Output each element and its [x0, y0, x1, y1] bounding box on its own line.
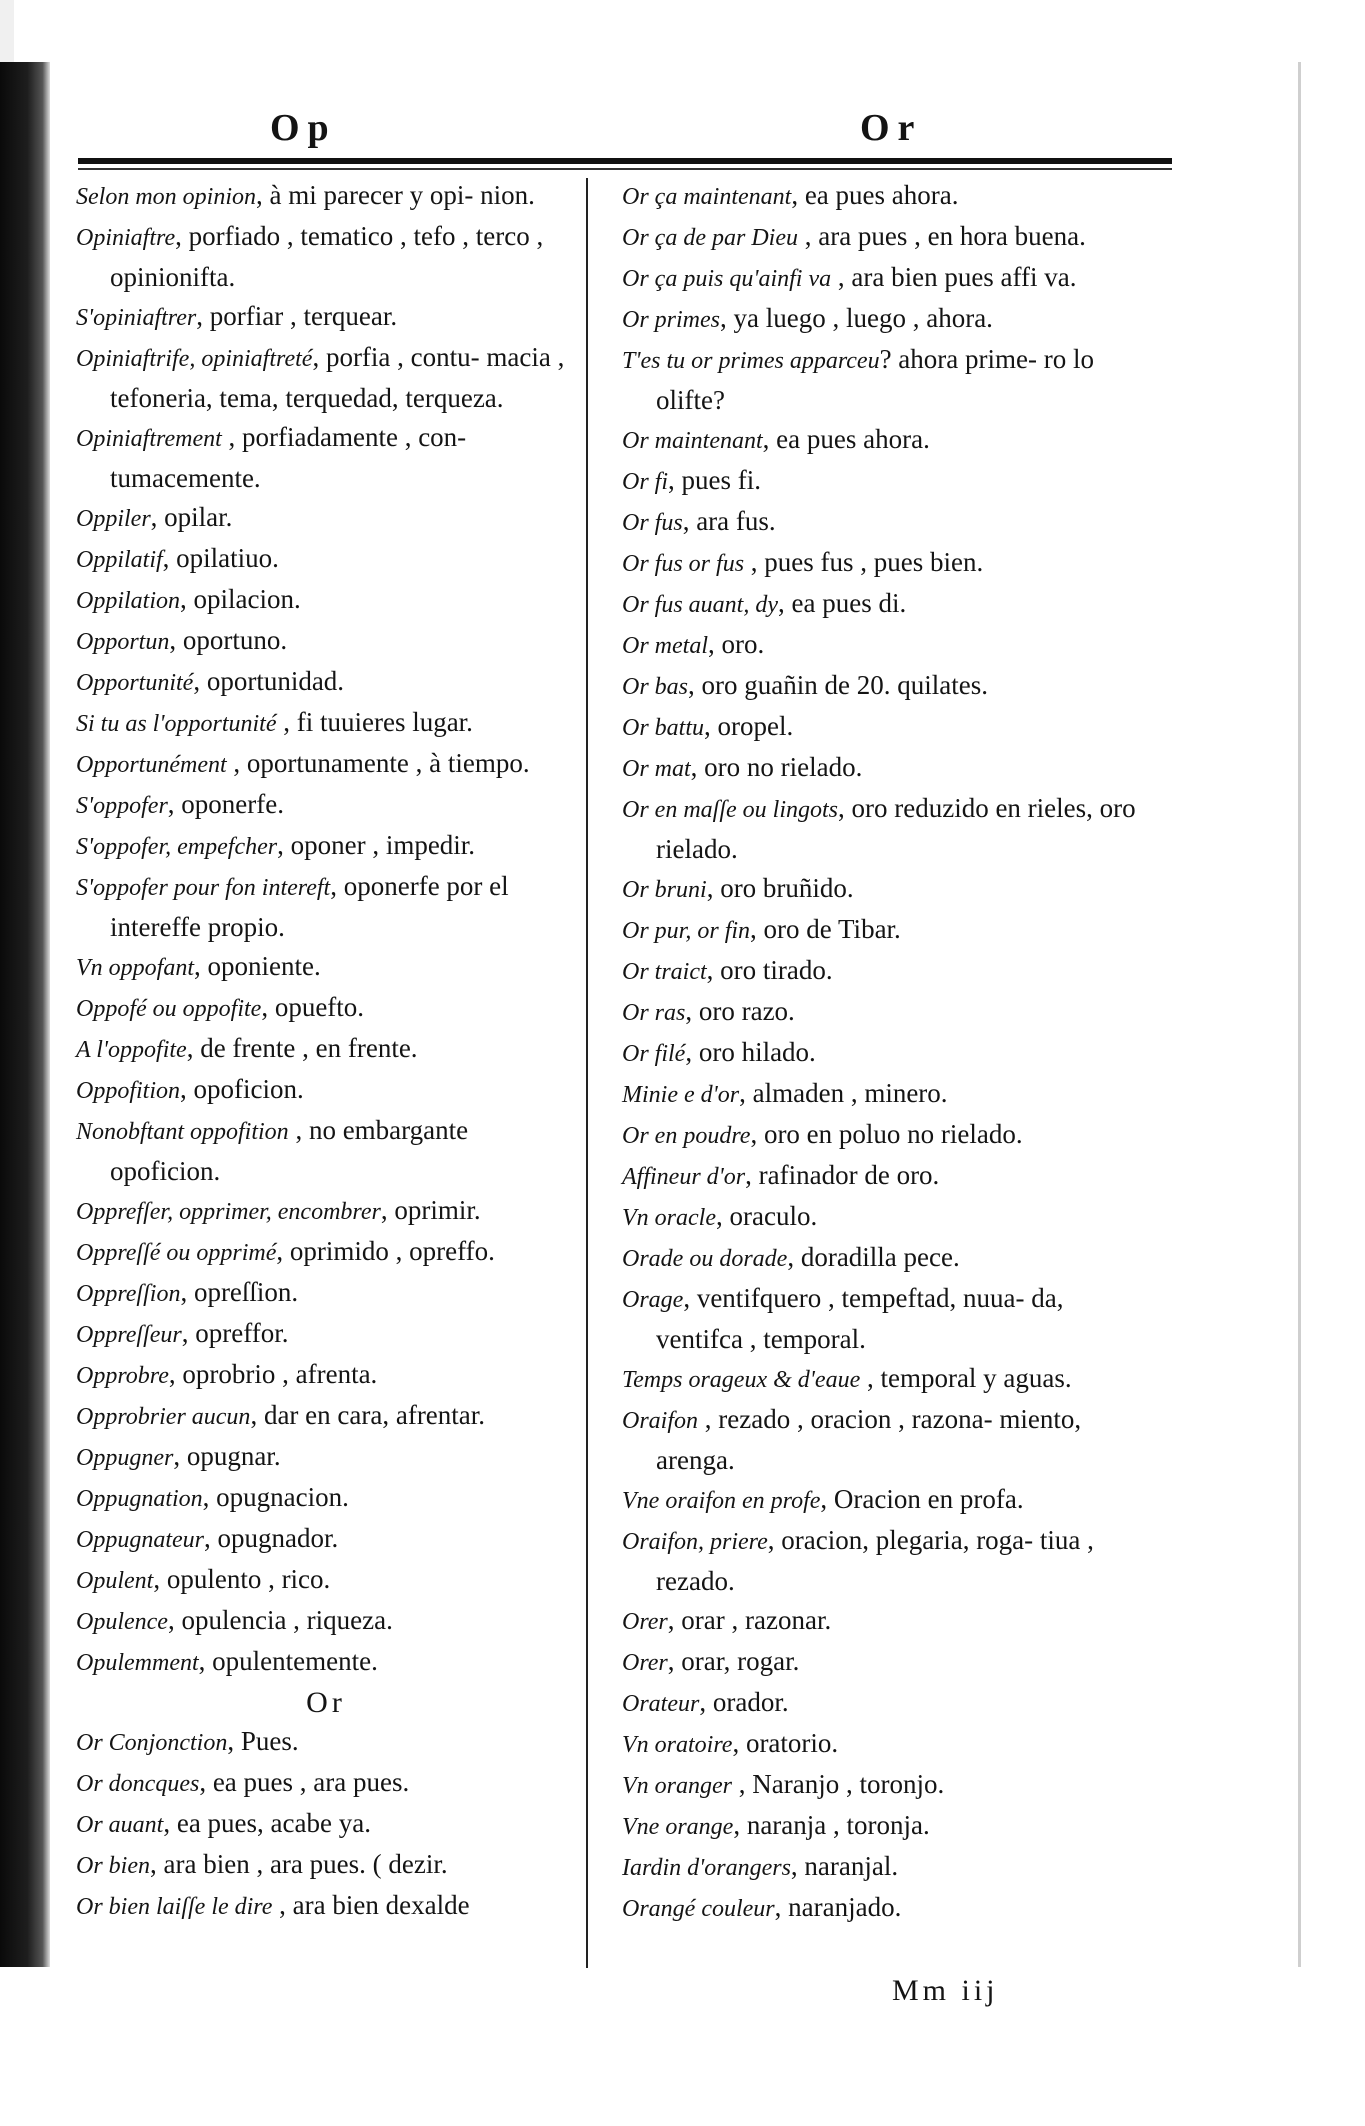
entry-headword: S'opiniaftrer: [76, 305, 197, 331]
entry-headword: Or maintenant: [622, 428, 763, 454]
entry-headword: Or fi: [622, 469, 669, 495]
dictionary-entry: [76, 744, 576, 785]
dictionary-entry: [76, 867, 576, 947]
dictionary-entry: [622, 1521, 1142, 1601]
entry-headword: Orer: [622, 1609, 668, 1635]
entry-headword: Oppofé ou oppofite: [76, 996, 262, 1022]
entry-headword: Orer: [622, 1650, 668, 1676]
dictionary-page: [62, 96, 1152, 2007]
entry-translation: , oro razo.: [685, 996, 795, 1026]
entry-translation: , opugnador.: [204, 1523, 339, 1553]
entry-translation: , porfia , contu- macia , tefoneria, tema, terquedad, terqueza.: [110, 342, 565, 413]
entry-translation: , de frente , en frente.: [186, 1033, 418, 1063]
dictionary-entry: [622, 1197, 1142, 1238]
dictionary-entry: [622, 340, 1142, 420]
dictionary-entry: [622, 1033, 1142, 1074]
entry-translation: , oro en poluo no rielado.: [750, 1119, 1023, 1149]
entry-headword: Affineur d'or: [622, 1164, 746, 1190]
entry-headword: Oppreſſeur: [76, 1322, 182, 1348]
entry-headword: Iardin d'orangers: [622, 1855, 791, 1881]
entry-translation: , oponerfe.: [167, 789, 284, 819]
entry-translation: , orar, rogar.: [667, 1646, 800, 1676]
entry-headword: Or traict: [622, 959, 707, 985]
entry-headword: Vn oranger: [622, 1773, 732, 1799]
dictionary-entry: [622, 1238, 1142, 1279]
book-spine-shadow: [0, 62, 50, 1967]
entry-translation: , orador.: [699, 1687, 789, 1717]
entry-headword: Or metal: [622, 633, 708, 659]
entry-headword: Oppugnateur: [76, 1527, 204, 1553]
dictionary-entry: [76, 1519, 576, 1560]
entry-headword: Or bas: [622, 674, 689, 700]
dictionary-entry: [622, 869, 1142, 910]
dictionary-entry: [76, 1232, 576, 1273]
entry-translation: , almaden , minero.: [739, 1078, 948, 1108]
dictionary-entry: [622, 1765, 1142, 1806]
running-head-right: Or: [860, 107, 923, 149]
entry-translation: , dar en cara, afrentar.: [250, 1400, 486, 1430]
dictionary-entry: [76, 1642, 576, 1683]
entry-translation: , no embargante opoficion.: [110, 1115, 469, 1186]
entry-translation: , oratorio.: [732, 1728, 839, 1758]
entry-translation: , rezado , oracion , razona- miento, arenga.: [656, 1404, 1082, 1475]
entry-translation: , oro bruñido.: [706, 873, 854, 903]
entry-translation: , orar , razonar.: [667, 1605, 832, 1635]
entry-translation: , opulentemente.: [198, 1646, 378, 1676]
entry-headword: Or ça de par Dieu: [622, 225, 798, 251]
entry-translation: , opilacion.: [180, 584, 301, 614]
dictionary-entry: [622, 666, 1142, 707]
dictionary-entry: [76, 1029, 576, 1070]
entry-headword: Or primes: [622, 307, 721, 333]
entry-translation: , porfiar , terquear.: [196, 301, 398, 331]
page-margin: [0, 0, 14, 62]
entry-headword: Or Conjonction: [76, 1730, 228, 1756]
entry-headword: Or filé: [622, 1041, 686, 1067]
entry-translation: , oro reduzido en rieles, oro rielado.: [656, 793, 1136, 864]
entry-translation: , ea pues , ara pues.: [199, 1767, 410, 1797]
dictionary-entry: [622, 1359, 1142, 1400]
entry-headword: Or fus auant, dy: [622, 592, 778, 618]
entry-translation: , opreffor.: [181, 1318, 289, 1348]
entry-headword: Opportunément: [76, 752, 227, 778]
entry-translation: , ea pues ahora.: [791, 180, 959, 210]
entry-headword: Oppilatif: [76, 547, 163, 573]
entry-translation: , opilatiuo.: [162, 543, 279, 573]
dictionary-entry: [76, 1560, 576, 1601]
entry-translation: , opugnar.: [173, 1441, 281, 1471]
dictionary-entry: [76, 338, 576, 418]
dictionary-entry: [76, 1070, 576, 1111]
dictionary-entry: [76, 217, 576, 297]
entry-translation: , doradilla pece.: [787, 1242, 960, 1272]
dictionary-entry: [622, 1806, 1142, 1847]
entry-translation: , opulencia , riqueza.: [167, 1605, 393, 1635]
entry-translation: , ya luego , luego , ahora.: [720, 303, 993, 333]
entry-translation: , oponiente.: [194, 951, 321, 981]
dictionary-entry: [76, 1845, 576, 1886]
entry-translation: , oro guañin de 20. quilates.: [688, 670, 988, 700]
entry-headword: Or bien laiſſe le dire: [76, 1894, 273, 1920]
entry-translation: , oprimido , opreffo.: [276, 1236, 495, 1266]
dictionary-entry: [622, 625, 1142, 666]
entry-headword: Oppiler: [76, 506, 151, 532]
entry-headword: Vne orange: [622, 1814, 734, 1840]
entry-translation: , pues fus , pues bien.: [744, 547, 984, 577]
dictionary-entry: [76, 176, 576, 217]
entry-headword: Opportunité: [76, 670, 194, 696]
entry-headword: Orateur: [622, 1691, 700, 1717]
entry-headword: Or battu: [622, 715, 705, 741]
entry-translation: , oprobrio , afrenta.: [168, 1359, 378, 1389]
dictionary-entry: [622, 1074, 1142, 1115]
entry-headword: A l'oppofite: [76, 1037, 187, 1063]
entry-translation: , oraculo.: [715, 1201, 818, 1231]
dictionary-entry: [622, 951, 1142, 992]
entry-translation: , ea pues di.: [778, 588, 907, 618]
entry-translation: , ara bien , ara pues. ( dezir.: [150, 1849, 448, 1879]
dictionary-entry: [76, 1355, 576, 1396]
dictionary-entry: [76, 947, 576, 988]
entry-headword: Or fus or fus: [622, 551, 745, 577]
dictionary-entry: [76, 1314, 576, 1355]
entry-translation: , oracion, plegaria, roga- tiua , rezado.: [656, 1525, 1094, 1596]
entry-translation: ? ahora prime- ro lo olifte?: [656, 344, 1094, 415]
entry-headword: S'oppofer, empefcher: [76, 834, 278, 860]
dictionary-entry: [76, 785, 576, 826]
dictionary-entry: [76, 297, 576, 338]
entry-translation: , oportuno.: [169, 625, 288, 655]
dictionary-entry: [622, 910, 1142, 951]
dictionary-entry: [76, 1396, 576, 1437]
entry-translation: , Naranjo , toronjo.: [732, 1769, 945, 1799]
entry-translation: , ea pues, acabe ya.: [163, 1808, 371, 1838]
dictionary-entry: [76, 1722, 576, 1763]
dictionary-entry: [622, 1400, 1142, 1480]
entry-headword: Or auant: [76, 1812, 164, 1838]
entry-translation: , opuefto.: [261, 992, 365, 1022]
dictionary-entry: [622, 789, 1142, 869]
entry-headword: Oraifon: [622, 1408, 699, 1434]
entry-headword: Opulemment: [76, 1650, 199, 1676]
entry-headword: Or mat: [622, 756, 691, 782]
entry-headword: Nonobftant oppofition: [76, 1119, 289, 1145]
entry-headword: Opiniaftrement: [76, 426, 222, 452]
dictionary-entry: [622, 502, 1142, 543]
dictionary-entry: [622, 1115, 1142, 1156]
entry-translation: , oro tirado.: [706, 955, 833, 985]
entry-headword: Opprobrier aucun: [76, 1404, 251, 1430]
dictionary-entry: [76, 662, 576, 703]
page-edge: [1298, 62, 1301, 1967]
dictionary-entry: [76, 1478, 576, 1519]
dictionary-entry: [76, 1273, 576, 1314]
entry-translation: , opilar.: [150, 502, 233, 532]
dictionary-entry: [76, 988, 576, 1029]
entry-translation: , ara pues , en hora buena.: [797, 221, 1086, 251]
entry-translation: , oponer , impedir.: [277, 830, 476, 860]
dictionary-entry: [622, 1279, 1142, 1359]
entry-headword: Oppugnation: [76, 1486, 203, 1512]
dictionary-entry: [76, 1601, 576, 1642]
entry-headword: Or bruni: [622, 877, 707, 903]
entry-headword: Or en maſſe ou lingots: [622, 797, 838, 823]
dictionary-entry: [76, 826, 576, 867]
entry-translation: , oro no rielado.: [690, 752, 863, 782]
entry-headword: Minie e d'or: [622, 1082, 740, 1108]
header-rule: [78, 158, 1172, 164]
entry-headword: Opiniaftrife, opiniaftreté: [76, 346, 313, 372]
entry-translation: , oportunidad.: [193, 666, 345, 696]
entry-translation: , fi tuuieres lugar.: [276, 707, 473, 737]
entry-translation: , ara fus.: [682, 506, 776, 536]
entry-headword: Or fus: [622, 510, 683, 536]
dictionary-entry: [622, 1156, 1142, 1197]
entry-translation: , oprimir.: [380, 1195, 481, 1225]
dictionary-entry: [76, 621, 576, 662]
entry-headword: Opulence: [76, 1609, 168, 1635]
entry-translation: , porfiadamente , con- tumacemente.: [110, 422, 467, 493]
dictionary-entry: [76, 539, 576, 580]
entry-headword: Opiniaftre: [76, 225, 176, 251]
dictionary-entry: [622, 461, 1142, 502]
dictionary-entry: [76, 703, 576, 744]
dictionary-entry: [76, 1111, 576, 1191]
entry-headword: Or pur, or fin: [622, 918, 751, 944]
dictionary-entry: [76, 1804, 576, 1845]
entry-headword: Oppugner: [76, 1445, 174, 1471]
entry-headword: Si tu as l'opportunité: [76, 711, 277, 737]
entry-translation: , naranjal.: [790, 1851, 899, 1881]
entry-headword: Opprobre: [76, 1363, 169, 1389]
entry-translation: , Oracion en profa.: [820, 1484, 1024, 1514]
dictionary-entry: [622, 258, 1142, 299]
entry-headword: Orage: [622, 1287, 684, 1313]
entry-translation: , naranjado.: [774, 1892, 902, 1922]
dictionary-entry: [76, 418, 576, 498]
entry-translation: , oportunamente , à tiempo.: [226, 748, 530, 778]
entry-translation: , opulento , rico.: [153, 1564, 331, 1594]
entry-headword: Vn oratoire: [622, 1732, 733, 1758]
entry-headword: Oppreſſé ou opprimé: [76, 1240, 277, 1266]
entry-headword: Oppreſſion: [76, 1281, 181, 1307]
entry-translation: , naranja , toronja.: [733, 1810, 930, 1840]
dictionary-entry: [622, 543, 1142, 584]
dictionary-entry: [622, 1683, 1142, 1724]
dictionary-entry: [622, 420, 1142, 461]
entry-headword: Or ça maintenant: [622, 184, 792, 210]
dictionary-entry: [76, 1437, 576, 1478]
left-column: [76, 176, 576, 1927]
entry-headword: Or en poudre: [622, 1123, 751, 1149]
entry-headword: Vn oppofant: [76, 955, 194, 981]
entry-headword: Selon mon opinion: [76, 184, 256, 210]
signature-mark: Mm iij: [892, 1974, 999, 2007]
entry-headword: Orade ou dorade: [622, 1246, 788, 1272]
entry-translation: , opugnacion.: [202, 1482, 349, 1512]
entry-headword: Oppilation: [76, 588, 181, 614]
entry-translation: , oro.: [708, 629, 765, 659]
entry-headword: Orangé couleur: [622, 1896, 775, 1922]
entry-headword: Or bien: [76, 1853, 150, 1879]
entry-translation: , rafinador de oro.: [745, 1160, 940, 1190]
entry-translation: , oro hilado.: [685, 1037, 816, 1067]
dictionary-entry: [622, 1724, 1142, 1765]
dictionary-entry: [622, 1480, 1142, 1521]
section-heading: Or: [306, 1686, 346, 1719]
entry-headword: Opportun: [76, 629, 170, 655]
entry-translation: , à mi parecer y opi- nion.: [256, 180, 535, 210]
entry-translation: , ea pues ahora.: [762, 424, 930, 454]
header-rule-thin: [78, 168, 1172, 170]
entry-headword: Opprefſer, opprimer, encombrer: [76, 1199, 381, 1225]
dictionary-entry: [622, 748, 1142, 789]
entry-headword: T'es tu or primes apparceu: [622, 348, 880, 374]
dictionary-entry: [76, 1763, 576, 1804]
entry-headword: Oppofition: [76, 1078, 181, 1104]
dictionary-entry: [622, 707, 1142, 748]
dictionary-entry: [76, 580, 576, 621]
entry-translation: , oponerfe por el intereffe propio.: [110, 871, 509, 942]
entry-headword: Or ras: [622, 1000, 686, 1026]
dictionary-entry: [76, 1886, 576, 1927]
entry-translation: , ventifquero , tempeftad, nuua- da, ventifca , temporal.: [656, 1283, 1064, 1354]
entry-headword: S'oppofer pour fon intereft: [76, 875, 331, 901]
entry-headword: Oraifon, priere: [622, 1529, 768, 1555]
entry-translation: , oro de Tibar.: [750, 914, 901, 944]
dictionary-entry: [622, 176, 1142, 217]
entry-headword: S'oppofer: [76, 793, 168, 819]
entry-translation: , oropel.: [704, 711, 794, 741]
running-head-left: Op: [270, 107, 337, 149]
dictionary-entry: [622, 1888, 1142, 1929]
dictionary-entry: [622, 992, 1142, 1033]
entry-translation: , temporal y aguas.: [860, 1363, 1072, 1393]
entry-headword: Temps orageux & d'eaue: [622, 1367, 861, 1393]
entry-translation: , pues fi.: [668, 465, 761, 495]
dictionary-entry: [622, 1601, 1142, 1642]
column-divider: [586, 178, 588, 1968]
dictionary-entry: [76, 498, 576, 539]
entry-translation: , porfiado , tematico , tefo , terco , opinionifta.: [110, 221, 544, 292]
entry-headword: Opulent: [76, 1568, 154, 1594]
entry-headword: Or doncques: [76, 1771, 200, 1797]
entry-translation: , ara bien pues affi va.: [831, 262, 1077, 292]
dictionary-entry: [622, 1847, 1142, 1888]
entry-headword: Or ça puis qu'ainfi va: [622, 266, 832, 292]
dictionary-entry: [622, 584, 1142, 625]
dictionary-entry: [76, 1191, 576, 1232]
dictionary-entry: [622, 299, 1142, 340]
entry-translation: , opoficion.: [180, 1074, 304, 1104]
entry-headword: Vn oracle: [622, 1205, 716, 1231]
entry-translation: , Pues.: [227, 1726, 299, 1756]
entry-headword: Vne oraifon en profe: [622, 1488, 821, 1514]
dictionary-entry: [622, 217, 1142, 258]
right-column: [622, 176, 1142, 1929]
dictionary-entry: [622, 1642, 1142, 1683]
entry-translation: , ara bien dexalde: [272, 1890, 470, 1920]
entry-translation: , opreſſion.: [180, 1277, 299, 1307]
